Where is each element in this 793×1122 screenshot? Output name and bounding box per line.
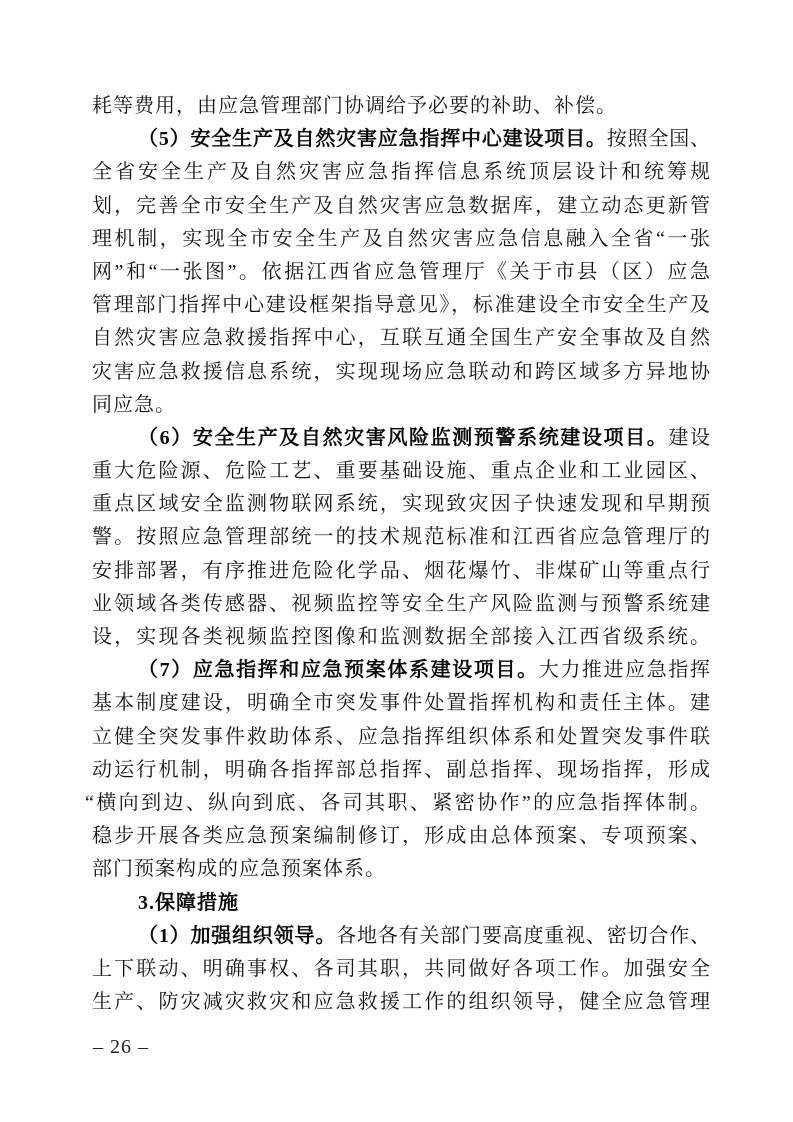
text-line	[92, 654, 710, 687]
text-line	[92, 621, 710, 654]
text-line	[92, 488, 710, 521]
text-line	[92, 853, 710, 886]
text-line	[92, 555, 710, 588]
body-text-segment: 部门预案构成的应急预案体系。	[92, 858, 386, 881]
document-text-block	[85, 90, 711, 1019]
body-text-segment: 稳步开展各类应急预案编制修订，形成由总体预案、专项预案、	[92, 825, 710, 848]
text-line	[92, 721, 710, 754]
text-line	[92, 389, 710, 422]
heading-text-segment: （5）安全生产及自然灾害应急指挥中心建设项目。	[138, 128, 607, 151]
body-text-segment: 动运行机制，明确各指挥部总指挥、副总指挥、现场指挥，形成	[92, 758, 710, 781]
text-line	[92, 820, 710, 853]
body-text-segment: 重大危险源、危险工艺、重要基础设施、重点企业和工业园区、	[92, 460, 710, 483]
body-text-segment: 耗等费用，由应急管理部门协调给予必要的补助、补偿。	[92, 95, 617, 117]
heading-text-segment: （6）安全生产及自然灾害风险监测预警系统建设项目。	[138, 426, 669, 449]
body-text-segment: 灾害应急救援信息系统，实现现场应急联动和跨区域多方异地协	[92, 360, 710, 383]
body-text-segment: 理机制，实现全市安全生产及自然灾害应急信息融入全省“一张	[92, 227, 710, 250]
text-line	[92, 356, 710, 389]
body-text-segment: 全省安全生产及自然灾害应急指挥信息系统顶层设计和统筹规	[92, 161, 710, 184]
body-text-segment: 重点区域安全监测物联网系统，实现致灾因子快速发现和早期预	[92, 493, 710, 516]
text-line	[92, 920, 710, 953]
text-line	[92, 588, 710, 621]
body-text-segment: 各地各有关部门要高度重视、密切合作、	[336, 924, 711, 947]
body-text-segment: 同应急。	[92, 393, 176, 416]
heading-text-segment: （7）应急指挥和应急预案体系建设项目。	[138, 659, 539, 682]
body-text-segment: 警。按照应急管理部统一的技术规范标准和江西省应急管理厅的	[92, 526, 710, 549]
text-line	[92, 289, 710, 322]
text-line	[92, 322, 710, 355]
text-line	[92, 190, 710, 223]
text-line	[92, 455, 710, 488]
text-line	[92, 953, 710, 986]
body-text-segment: 管理部门指挥中心建设框架指导意见》，标准建设全市安全生产及	[92, 294, 710, 317]
body-text-segment: 网”和“一张图”。依据江西省应急管理厅《关于市县（区）应急	[92, 260, 710, 283]
text-line	[92, 521, 710, 554]
text-line	[92, 887, 710, 920]
body-text-segment: 生产、防灾减灾救灾和应急救援工作的组织领导，健全应急管理	[92, 991, 710, 1014]
body-text-segment: 划，完善全市安全生产及自然灾害应急数据库，建立动态更新管	[92, 194, 710, 217]
text-line	[92, 986, 710, 1019]
text-line	[92, 223, 710, 256]
text-line	[92, 156, 710, 189]
body-text-segment: 上下联动、明确事权、各司其职，共同做好各项工作。加强安全	[92, 957, 710, 980]
body-text-segment: “横向到边、纵向到底、各司其职、紧密协作”的应急指挥体制。	[85, 791, 710, 814]
body-text-segment: 业领域各类传感器、视频监控等安全生产风险监测与预警系统建	[92, 592, 710, 615]
text-line	[92, 256, 710, 289]
body-text-segment: 大力推进应急指挥	[538, 659, 711, 682]
heading-text-segment: 3.保障措施	[138, 891, 239, 914]
body-text-segment: 自然灾害应急救援指挥中心，互联互通全国生产安全事故及自然	[92, 327, 710, 350]
text-line	[92, 422, 710, 455]
body-text-segment: 立健全突发事件救助体系、应急指挥组织体系和处置突发事件联	[92, 725, 710, 748]
body-text-segment: 设，实现各类视频监控图像和监测数据全部接入江西省级系统。	[92, 626, 710, 648]
body-text-segment: 按照全国、	[606, 128, 711, 151]
text-line	[92, 123, 710, 156]
body-text-segment: 安排部署，有序推进危险化学品、烟花爆竹、非煤矿山等重点行	[92, 559, 710, 582]
body-text-segment: 基本制度建设，明确全市突发事件处置指挥机构和责任主体。建	[92, 692, 710, 715]
heading-text-segment: （1）加强组织领导。	[138, 924, 337, 947]
text-line	[85, 787, 710, 820]
text-line	[92, 90, 710, 123]
text-line	[92, 754, 710, 787]
body-text-segment: 建设	[668, 426, 711, 449]
text-line	[92, 687, 710, 720]
page-number: – 26 –	[93, 1036, 149, 1058]
